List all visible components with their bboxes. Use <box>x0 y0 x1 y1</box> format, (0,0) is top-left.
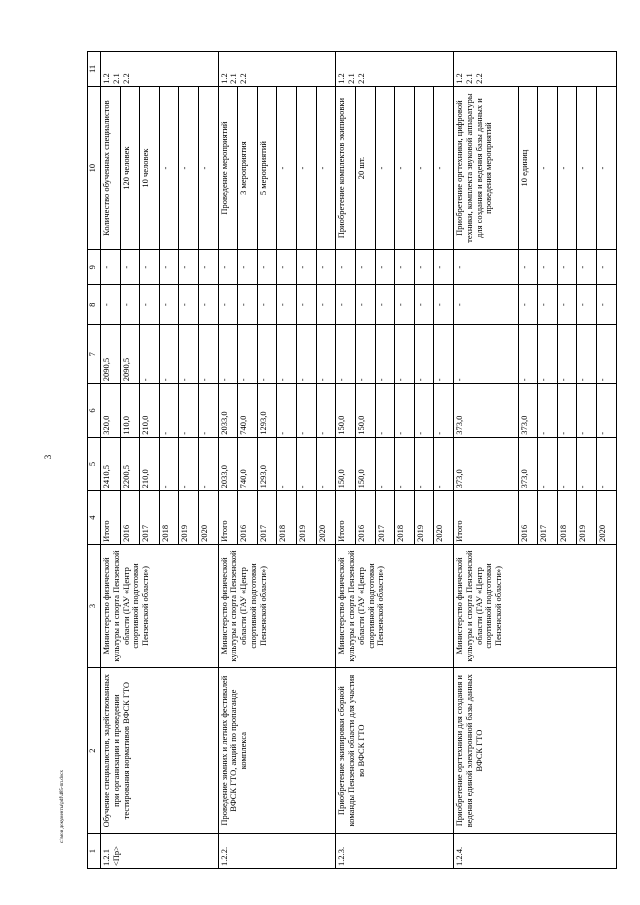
header-cell: 1 <box>88 834 101 869</box>
year-cell: 2017 <box>140 491 160 545</box>
total-amount-cell: 210,0 <box>140 437 160 491</box>
federal-budget-cell: - <box>414 325 434 384</box>
year-cell: 2019 <box>414 491 434 545</box>
total-amount-cell: - <box>557 437 577 491</box>
row-number-cell: 1.2.3. <box>336 834 454 869</box>
activity-name-cell: Проведение зимних и летних фестивалей ВФСК ГТО, акций по пропаганде комплекса <box>218 668 336 834</box>
local-budget-cell: - <box>101 285 121 325</box>
total-amount-cell: - <box>297 437 317 491</box>
total-amount-cell: - <box>199 437 219 491</box>
extrabudget-cell: - <box>336 250 356 285</box>
table-row <box>101 52 121 869</box>
federal-budget-cell: 2090,5 <box>101 325 121 384</box>
total-amount-cell: - <box>179 437 199 491</box>
year-cell: 2017 <box>257 491 277 545</box>
table-row <box>453 52 518 869</box>
total-amount-cell: - <box>414 437 434 491</box>
extrabudget-cell: - <box>297 250 317 285</box>
rotated-table-wrapper <box>87 51 617 869</box>
extrabudget-cell: - <box>140 250 160 285</box>
regional-budget-cell: 2033,0 <box>218 384 238 438</box>
program-table <box>87 51 617 869</box>
indicator-cell: 10 единиц <box>518 86 538 249</box>
federal-budget-cell: - <box>557 325 577 384</box>
indicator-cell: Приобретение комплектов экипировки <box>336 86 356 249</box>
local-budget-cell: - <box>538 285 558 325</box>
indicator-cell: Количество обученных специалистов <box>101 86 121 249</box>
federal-budget-cell: - <box>257 325 277 384</box>
extrabudget-cell: - <box>277 250 297 285</box>
federal-budget-cell: - <box>518 325 538 384</box>
year-cell: Итого <box>336 491 356 545</box>
total-amount-cell: - <box>577 437 597 491</box>
row-number-cell: 1.2.1 <Пр> <box>101 834 219 869</box>
year-cell: 2017 <box>538 491 558 545</box>
regional-budget-cell: 150,0 <box>336 384 356 438</box>
federal-budget-cell: - <box>577 325 597 384</box>
federal-budget-cell: - <box>395 325 415 384</box>
extrabudget-cell: - <box>257 250 277 285</box>
federal-budget-cell: - <box>316 325 336 384</box>
regional-budget-cell: 1293,0 <box>257 384 277 438</box>
indicator-cell: 10 человек <box>140 86 160 249</box>
regional-budget-cell: - <box>199 384 219 438</box>
extrabudget-cell: - <box>316 250 336 285</box>
extrabudget-cell: - <box>597 250 617 285</box>
extrabudget-cell: - <box>434 250 454 285</box>
local-budget-cell: - <box>577 285 597 325</box>
local-budget-cell: - <box>453 285 518 325</box>
local-budget-cell: - <box>355 285 375 325</box>
total-amount-cell: - <box>434 437 454 491</box>
total-amount-cell: - <box>316 437 336 491</box>
year-cell: 2016 <box>120 491 140 545</box>
extrabudget-cell: - <box>538 250 558 285</box>
extrabudget-cell: - <box>159 250 179 285</box>
activity-name-cell: Приобретение оргтехники для создания и ведения единой электронной базы данных ВФСК ГТО <box>453 668 616 834</box>
federal-budget-cell: - <box>199 325 219 384</box>
regional-budget-cell: 150,0 <box>355 384 375 438</box>
local-budget-cell: - <box>199 285 219 325</box>
federal-budget-cell: - <box>238 325 258 384</box>
extrabudget-cell: - <box>518 250 538 285</box>
table-row <box>336 52 356 869</box>
header-cell: 4 <box>88 491 101 545</box>
indicator-cell: - <box>597 86 617 249</box>
header-cell: 5 <box>88 437 101 491</box>
header-cell: 8 <box>88 285 101 325</box>
indicator-cell: - <box>375 86 395 249</box>
total-amount-cell: 373,0 <box>453 437 518 491</box>
regional-budget-cell: 110,0 <box>120 384 140 438</box>
executor-cell: Министерство физической культуры и спорта Пензенской области (ГАУ «Центр спортивной подготовки Пензенской области») <box>453 544 616 667</box>
year-cell: 2016 <box>355 491 375 545</box>
federal-budget-cell: - <box>597 325 617 384</box>
extrabudget-cell: - <box>218 250 238 285</box>
regional-budget-cell: - <box>277 384 297 438</box>
regional-budget-cell: - <box>375 384 395 438</box>
year-cell: 2020 <box>316 491 336 545</box>
federal-budget-cell: - <box>538 325 558 384</box>
executor-cell: Министерство физической культуры и спорта Пензенской области (ГАУ «Центр спортивной подготовки Пензенской области») <box>336 544 454 667</box>
year-cell: 2020 <box>199 491 219 545</box>
regional-budget-cell: - <box>297 384 317 438</box>
federal-budget-cell: - <box>179 325 199 384</box>
local-budget-cell: - <box>120 285 140 325</box>
federal-budget-cell: - <box>434 325 454 384</box>
year-cell: 2019 <box>577 491 597 545</box>
local-budget-cell: - <box>336 285 356 325</box>
page-number: 3 <box>43 454 53 460</box>
year-cell: 2016 <box>238 491 258 545</box>
federal-budget-cell: - <box>375 325 395 384</box>
federal-budget-cell: - <box>218 325 238 384</box>
regional-budget-cell: 320,0 <box>101 384 121 438</box>
indicator-cell: 120 человек <box>120 86 140 249</box>
total-amount-cell: 150,0 <box>355 437 375 491</box>
extrabudget-cell: - <box>453 250 518 285</box>
codes-cell: 1.2 2.1 2.2 <box>453 52 616 87</box>
year-cell: 2018 <box>395 491 415 545</box>
extrabudget-cell: - <box>414 250 434 285</box>
local-budget-cell: - <box>434 285 454 325</box>
extrabudget-cell: - <box>238 250 258 285</box>
header-cell: 11 <box>88 52 101 87</box>
local-budget-cell: - <box>316 285 336 325</box>
indicator-cell: - <box>297 86 317 249</box>
total-amount-cell: - <box>538 437 558 491</box>
extrabudget-cell: - <box>395 250 415 285</box>
indicator-cell: - <box>557 86 577 249</box>
indicator-cell: 20 шт. <box>355 86 375 249</box>
extrabudget-cell: - <box>557 250 577 285</box>
local-budget-cell: - <box>238 285 258 325</box>
indicator-cell: - <box>434 86 454 249</box>
header-cell: 10 <box>88 86 101 249</box>
header-cell: 9 <box>88 250 101 285</box>
local-budget-cell: - <box>395 285 415 325</box>
table-body <box>101 52 617 869</box>
regional-budget-cell: - <box>316 384 336 438</box>
year-cell: Итого <box>453 491 518 545</box>
local-budget-cell: - <box>179 285 199 325</box>
header-row <box>88 52 101 869</box>
regional-budget-cell: - <box>434 384 454 438</box>
total-amount-cell: - <box>395 437 415 491</box>
regional-budget-cell: - <box>395 384 415 438</box>
header-cell: 7 <box>88 325 101 384</box>
local-budget-cell: - <box>375 285 395 325</box>
year-cell: 2018 <box>277 491 297 545</box>
activity-name-cell: Приобретение экипировки сборной команды Пензенской области для участия во ВФСК ГТО <box>336 668 454 834</box>
total-amount-cell: 2200,5 <box>120 437 140 491</box>
indicator-cell: - <box>414 86 434 249</box>
total-amount-cell: - <box>597 437 617 491</box>
indicator-cell: - <box>179 86 199 249</box>
year-cell: 2019 <box>179 491 199 545</box>
indicator-cell: - <box>199 86 219 249</box>
table-row <box>218 52 238 869</box>
regional-budget-cell: 373,0 <box>453 384 518 438</box>
row-number-cell: 1.2.4. <box>453 834 616 869</box>
row-number-cell: 1.2.2. <box>218 834 336 869</box>
extrabudget-cell: - <box>577 250 597 285</box>
year-cell: 2017 <box>375 491 395 545</box>
indicator-cell: - <box>277 86 297 249</box>
indicator-cell: 3 мероприятия <box>238 86 258 249</box>
total-amount-cell: - <box>375 437 395 491</box>
local-budget-cell: - <box>557 285 577 325</box>
local-budget-cell: - <box>277 285 297 325</box>
indicator-cell: Проведение мероприятий <box>218 86 238 249</box>
extrabudget-cell: - <box>120 250 140 285</box>
year-cell: 2019 <box>297 491 317 545</box>
executor-cell: Министерство физической культуры и спорта Пензенской области (ГАУ «Центр спортивной подготовки Пензенской области») <box>218 544 336 667</box>
regional-budget-cell: - <box>577 384 597 438</box>
local-budget-cell: - <box>518 285 538 325</box>
header-cell: 6 <box>88 384 101 438</box>
local-budget-cell: - <box>597 285 617 325</box>
extrabudget-cell: - <box>355 250 375 285</box>
federal-budget-cell: - <box>355 325 375 384</box>
header-cell: 3 <box>88 544 101 667</box>
total-amount-cell: 2033,0 <box>218 437 238 491</box>
extrabudget-cell: - <box>199 250 219 285</box>
indicator-cell: Приобретение оргтехники, цифровой техники, комплекта звуковой аппаратуры для создания и ведения базы данных и проведения мероприятий <box>453 86 518 249</box>
footer-path: c:\мои документы\pdf\485-пп.docx <box>60 770 65 843</box>
year-cell: Итого <box>101 491 121 545</box>
total-amount-cell: 1293,0 <box>257 437 277 491</box>
indicator-cell: - <box>316 86 336 249</box>
federal-budget-cell: - <box>140 325 160 384</box>
total-amount-cell: 373,0 <box>518 437 538 491</box>
total-amount-cell: 2410,5 <box>101 437 121 491</box>
regional-budget-cell: 740,0 <box>238 384 258 438</box>
total-amount-cell: - <box>159 437 179 491</box>
federal-budget-cell: - <box>277 325 297 384</box>
local-budget-cell: - <box>297 285 317 325</box>
federal-budget-cell: - <box>453 325 518 384</box>
year-cell: 2020 <box>597 491 617 545</box>
local-budget-cell: - <box>159 285 179 325</box>
total-amount-cell: 740,0 <box>238 437 258 491</box>
total-amount-cell: 150,0 <box>336 437 356 491</box>
regional-budget-cell: - <box>597 384 617 438</box>
regional-budget-cell: - <box>179 384 199 438</box>
federal-budget-cell: - <box>297 325 317 384</box>
regional-budget-cell: - <box>414 384 434 438</box>
codes-cell: 1.2 2.1 2.2 <box>218 52 336 87</box>
extrabudget-cell: - <box>179 250 199 285</box>
federal-budget-cell: - <box>159 325 179 384</box>
federal-budget-cell: - <box>336 325 356 384</box>
year-cell: 2020 <box>434 491 454 545</box>
local-budget-cell: - <box>218 285 238 325</box>
indicator-cell: - <box>159 86 179 249</box>
codes-cell: 1.2 2.1 2.2 <box>101 52 219 87</box>
regional-budget-cell: - <box>557 384 577 438</box>
activity-name-cell: Обучение специалистов, задействованных при организации и проведении тестирования нормативов ВФСК ГТО <box>101 668 219 834</box>
indicator-cell: 5 мероприятий <box>257 86 277 249</box>
extrabudget-cell: - <box>375 250 395 285</box>
regional-budget-cell: 373,0 <box>518 384 538 438</box>
total-amount-cell: - <box>277 437 297 491</box>
local-budget-cell: - <box>257 285 277 325</box>
federal-budget-cell: 2090,5 <box>120 325 140 384</box>
indicator-cell: - <box>395 86 415 249</box>
year-cell: 2018 <box>159 491 179 545</box>
regional-budget-cell: - <box>159 384 179 438</box>
indicator-cell: - <box>577 86 597 249</box>
codes-cell: 1.2 2.1 2.2 <box>336 52 454 87</box>
regional-budget-cell: - <box>538 384 558 438</box>
extrabudget-cell: - <box>101 250 121 285</box>
header-cell: 2 <box>88 668 101 834</box>
year-cell: 2018 <box>557 491 577 545</box>
local-budget-cell: - <box>140 285 160 325</box>
year-cell: 2016 <box>518 491 538 545</box>
executor-cell: Министерство физической культуры и спорта Пензенской области (ГАУ «Центр спортивной подготовки Пензенской области») <box>101 544 219 667</box>
year-cell: Итого <box>218 491 238 545</box>
local-budget-cell: - <box>414 285 434 325</box>
indicator-cell: - <box>538 86 558 249</box>
regional-budget-cell: 210,0 <box>140 384 160 438</box>
